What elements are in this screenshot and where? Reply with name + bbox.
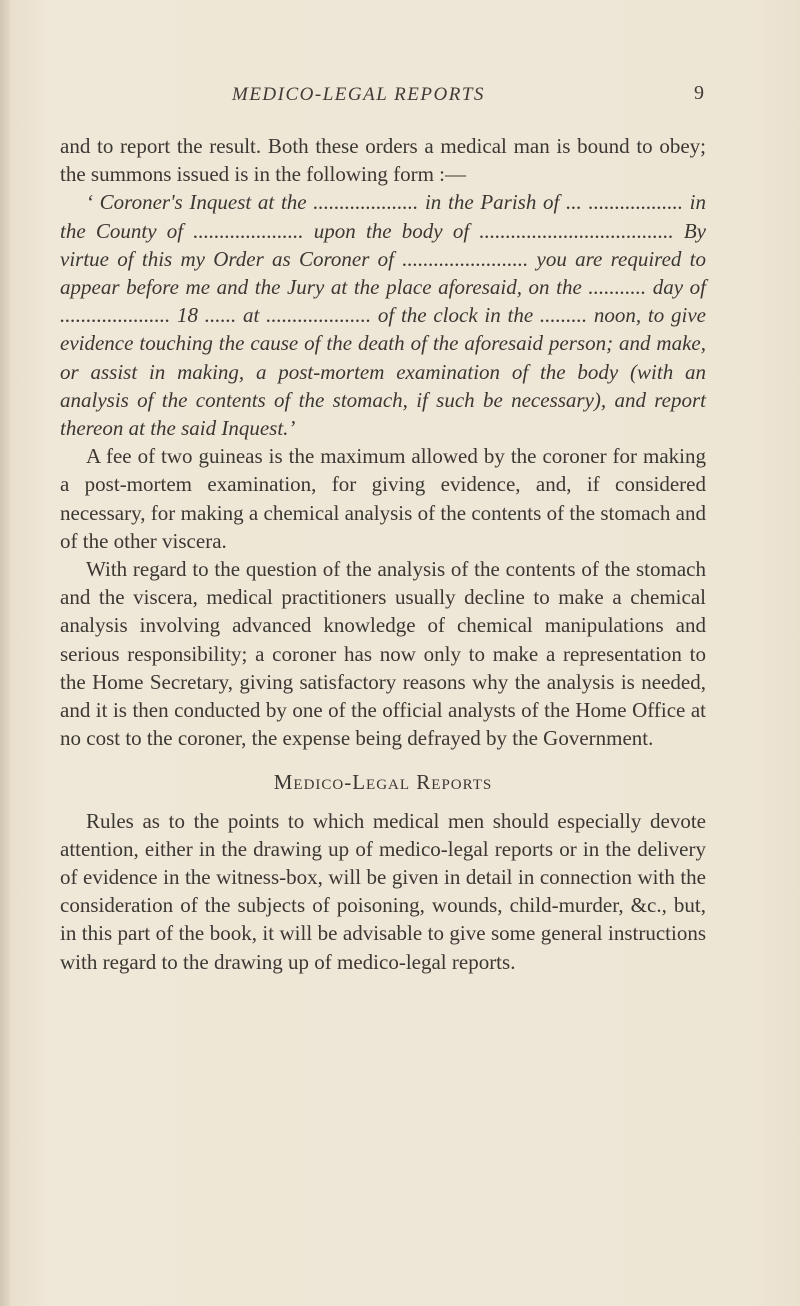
body-text: [60, 132, 706, 976]
paragraph-summons-intro: and to report the result. Both these orders a medical man is bound to obey; the summons issued is in the following form :—: [60, 134, 706, 187]
paragraph-analysis: With regard to the question of the analysis of the contents of the stomach and the viscera, medical practitioners usually decline to make a chemical analysis involving advanced knowledge of chemical manipulations and serious responsibility; a coroner has now only to make a representation to the Home Secretary, giving satisfactory reasons why the analysis is needed, and it is then conducted by one of the official analysts of the Home Office at no cost to the coroner, the expense being defrayed by the Government.: [60, 557, 706, 751]
paragraph-rules: Rules as to the points to which medical men should especially devote attention, either in the drawing up of medico-legal reports or in the delivery of evidence in the witness-box, will be given in detail in connection with the consideration of the subjects of poisoning, wounds, child-murder, &c., but, in this part of the book, it will be advisable to give some general instructions with regard to the drawing up of medico-legal reports.: [60, 808, 706, 974]
page-gutter-edge: [0, 0, 10, 1306]
paragraph-summons-form: ‘ Coroner's Inquest at the .................... in the Parish of ... .................. in the County of ..................... upon the body of ..................................... By virtue of this my Order as Coroner of ........................ you are required to appear before me and the Jury at the place aforesaid, on the ........... day of ..................... 18 ...... at .................... of the clock in the ......... noon, to give evidence touching the cause of the death of the aforesaid person; and make, or assist in making, a post-mortem examination of the body (with an analysis of the contents of the stomach, if such be necessary), and report thereon at the said Inquest.’: [60, 190, 706, 441]
running-head-title: MEDICO-LEGAL REPORTS: [232, 84, 485, 105]
section-heading: Medico-Legal Reports: [273, 770, 493, 795]
page-number: 9: [694, 82, 704, 104]
paragraph-fee: A fee of two guineas is the maximum allowed by the coroner for making a post-mortem examination, for giving evidence, and, if considered necessary, for making a chemical analysis of the contents of the stomach and of the other viscera.: [60, 444, 706, 553]
